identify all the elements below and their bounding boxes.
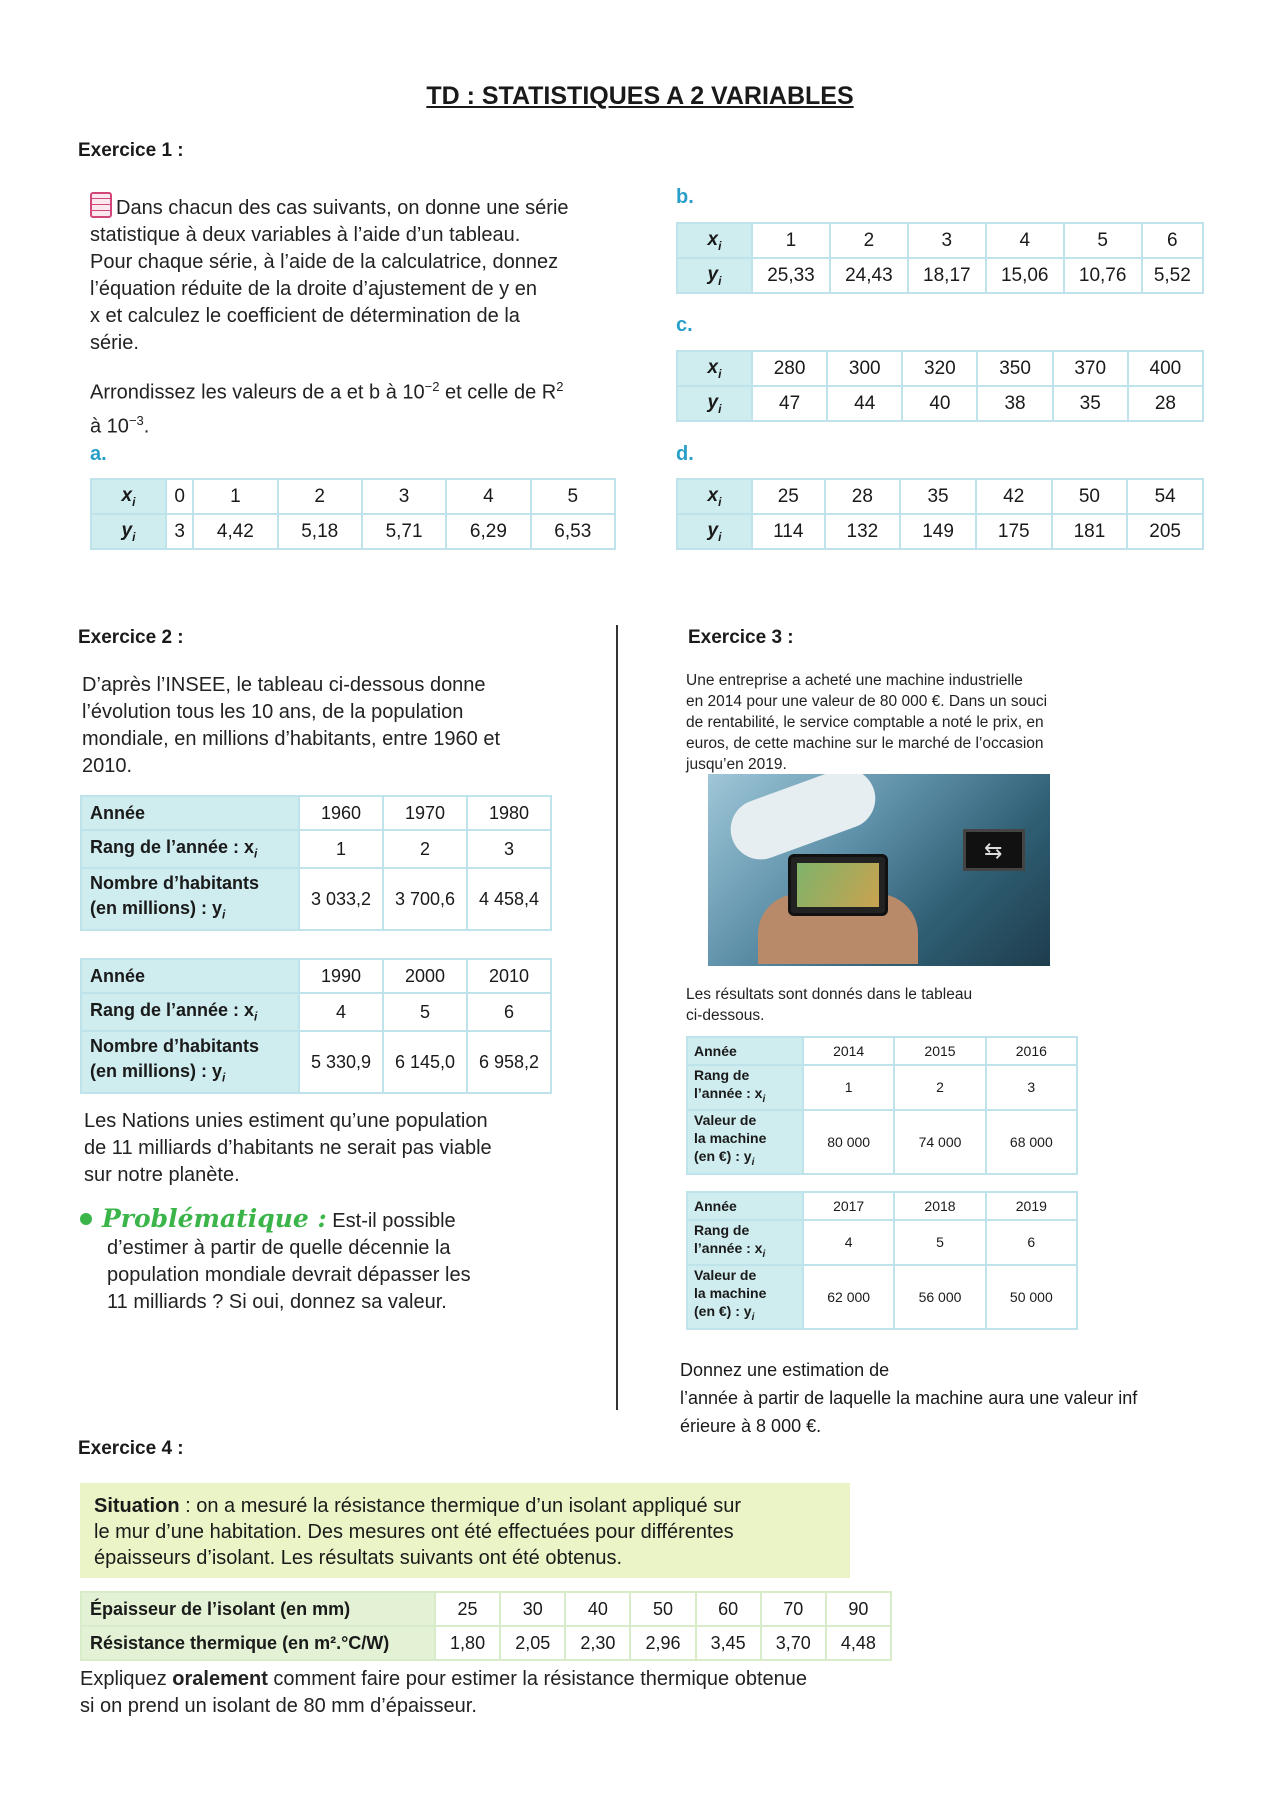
- ex2-un-text: Les Nations unies estiment qu’une population de 11 milliards d’habitants ne serait pas viable sur notre planète.: [84, 1110, 492, 1186]
- industrial-machine-photo: [708, 774, 1050, 966]
- table-d: [676, 478, 1204, 550]
- table-row: Valeur de la machine (en €) : $y_i$ 80 000 74 000 68 000: [687, 1110, 1077, 1174]
- table-a-letter: a.: [90, 443, 107, 465]
- table-row: Rang de l’année : $x_i$ 1 2 3: [687, 1065, 1077, 1110]
- thermal-table: [80, 1591, 892, 1661]
- table-row: Épaisseur de l’isolant (en mm) 25 30 40 50 60 70 90: [81, 1592, 891, 1626]
- ex4-heading: Exercice 4 :: [78, 1438, 184, 1459]
- table-row: Résistance thermique (en m².°C/W) 1,80 2,05 2,30 2,96 3,45 3,70 4,48: [81, 1626, 891, 1660]
- ex2-problematique: Problématique : Est-il possible d’estimer à partir de quelle décennie la population mondiale devrait dépasser les 11 milliards ? Si oui, donnez sa valeur.: [80, 1205, 610, 1316]
- table-d-letter: d.: [676, 443, 694, 465]
- table-row: $y_i$ 25,33 24,43 18,17 15,06 10,76 5,52: [677, 258, 1203, 293]
- ex3-intro: Une entreprise a acheté une machine industrielle en 2014 pour une valeur de 80 000 €. Dans un souci de rentabilité, le service comptable a noté le prix, en euros, de cette machine sur le marché de l’occasion jusqu’en 2019.: [686, 672, 1048, 773]
- table-c: [676, 350, 1204, 422]
- table-row: Rang de l’année : $x_i$ 1 2 3: [81, 830, 551, 868]
- table-row: Nombre d’habitants (en millions) : $y_i$ 3 033,2 3 700,6 4 458,4: [81, 868, 551, 930]
- ex2-intro: D’après l’INSEE, le tableau ci-dessous donne l’évolution tous les 10 ans, de la population mondiale, en millions d’habitants, entre 1960 et 2010.: [82, 674, 501, 777]
- table-row: Année 2017 2018 2019: [687, 1192, 1077, 1220]
- table-row: $y_i$ 114 132 149 175 181 205: [677, 514, 1203, 549]
- table-row: $x_i$ 25 28 35 42 50 54: [677, 479, 1203, 514]
- page-title: TD : STATISTIQUES A 2 VARIABLES: [426, 82, 854, 110]
- table-row: Année 1960 1970 1980: [81, 796, 551, 830]
- ex3-question: Donnez une estimation de l’année à partir de laquelle la machine aura une valeur inf érieure à 8 000 €.: [680, 1360, 1138, 1436]
- table-b-letter: b.: [676, 186, 694, 208]
- ex1-heading: Exercice 1 :: [78, 140, 184, 161]
- table-row: Valeur de la machine (en €) : $y_i$ 62 000 56 000 50 000: [687, 1265, 1077, 1329]
- table-row: $x_i$ 1 2 3 4 5 6: [677, 223, 1203, 258]
- ex4-explain: Expliquez oralement comment faire pour estimer la résistance thermique obtenue si on prend un isolant de 80 mm d’épaisseur.: [80, 1668, 808, 1717]
- table-b: [676, 222, 1204, 294]
- table-row: $y_i$ 47 44 40 38 35 28: [677, 386, 1203, 421]
- table-c-letter: c.: [676, 314, 693, 336]
- bullet-dot-icon: [80, 1213, 92, 1225]
- ex1-rounding: Arrondissez les valeurs de a et b à $10^{-2}$ et celle de $R^2$ à $10^{-3}$.: [90, 379, 564, 438]
- calculator-icon: [90, 192, 112, 218]
- table-row: $x_i$ 0 1 2 3 4 5: [91, 479, 615, 514]
- table-row: Rang de l’année : $x_i$ 4 5 6: [687, 1220, 1077, 1265]
- table-row: Nombre d’habitants (en millions) : $y_i$ 5 330,9 6 145,0 6 958,2: [81, 1031, 551, 1093]
- ex3-heading: Exercice 3 :: [688, 627, 794, 648]
- population-table-2: [80, 958, 552, 1094]
- table-row: Année 2014 2015 2016: [687, 1037, 1077, 1065]
- table-row: Rang de l’année : $x_i$ 4 5 6: [81, 993, 551, 1031]
- table-row: $x_i$ 280 300 320 350 370 400: [677, 351, 1203, 386]
- table-row: Année 1990 2000 2010: [81, 959, 551, 993]
- ex1-intro: Dans chacun des cas suivants, on donne une série statistique à deux variables à l’aide d’un tableau. Pour chaque série, à l’aide de la calculatrice, donnez l’équation réduite de la droite d’ajustement de y en x et calculez le coefficient de détermination de la série.: [90, 192, 650, 357]
- column-divider: [616, 625, 618, 1410]
- population-table-1: [80, 795, 552, 931]
- table-row: $y_i$ 3 4,42 5,18 5,71 6,29 6,53: [91, 514, 615, 549]
- ex3-results-text: Les résultats sont donnés dans le tableau ci-dessous.: [686, 986, 973, 1024]
- machine-table-1: [686, 1036, 1078, 1175]
- ex2-heading: Exercice 2 :: [78, 627, 184, 648]
- table-a: [90, 478, 616, 550]
- situation-box: Situation : on a mesuré la résistance thermique d’un isolant appliqué sur le mur d’une habitation. Des mesures ont été effectuées pour différentes épaisseurs d’isolant. Les résultats suivants ont été obtenus.: [80, 1483, 850, 1578]
- machine-table-2: [686, 1191, 1078, 1330]
